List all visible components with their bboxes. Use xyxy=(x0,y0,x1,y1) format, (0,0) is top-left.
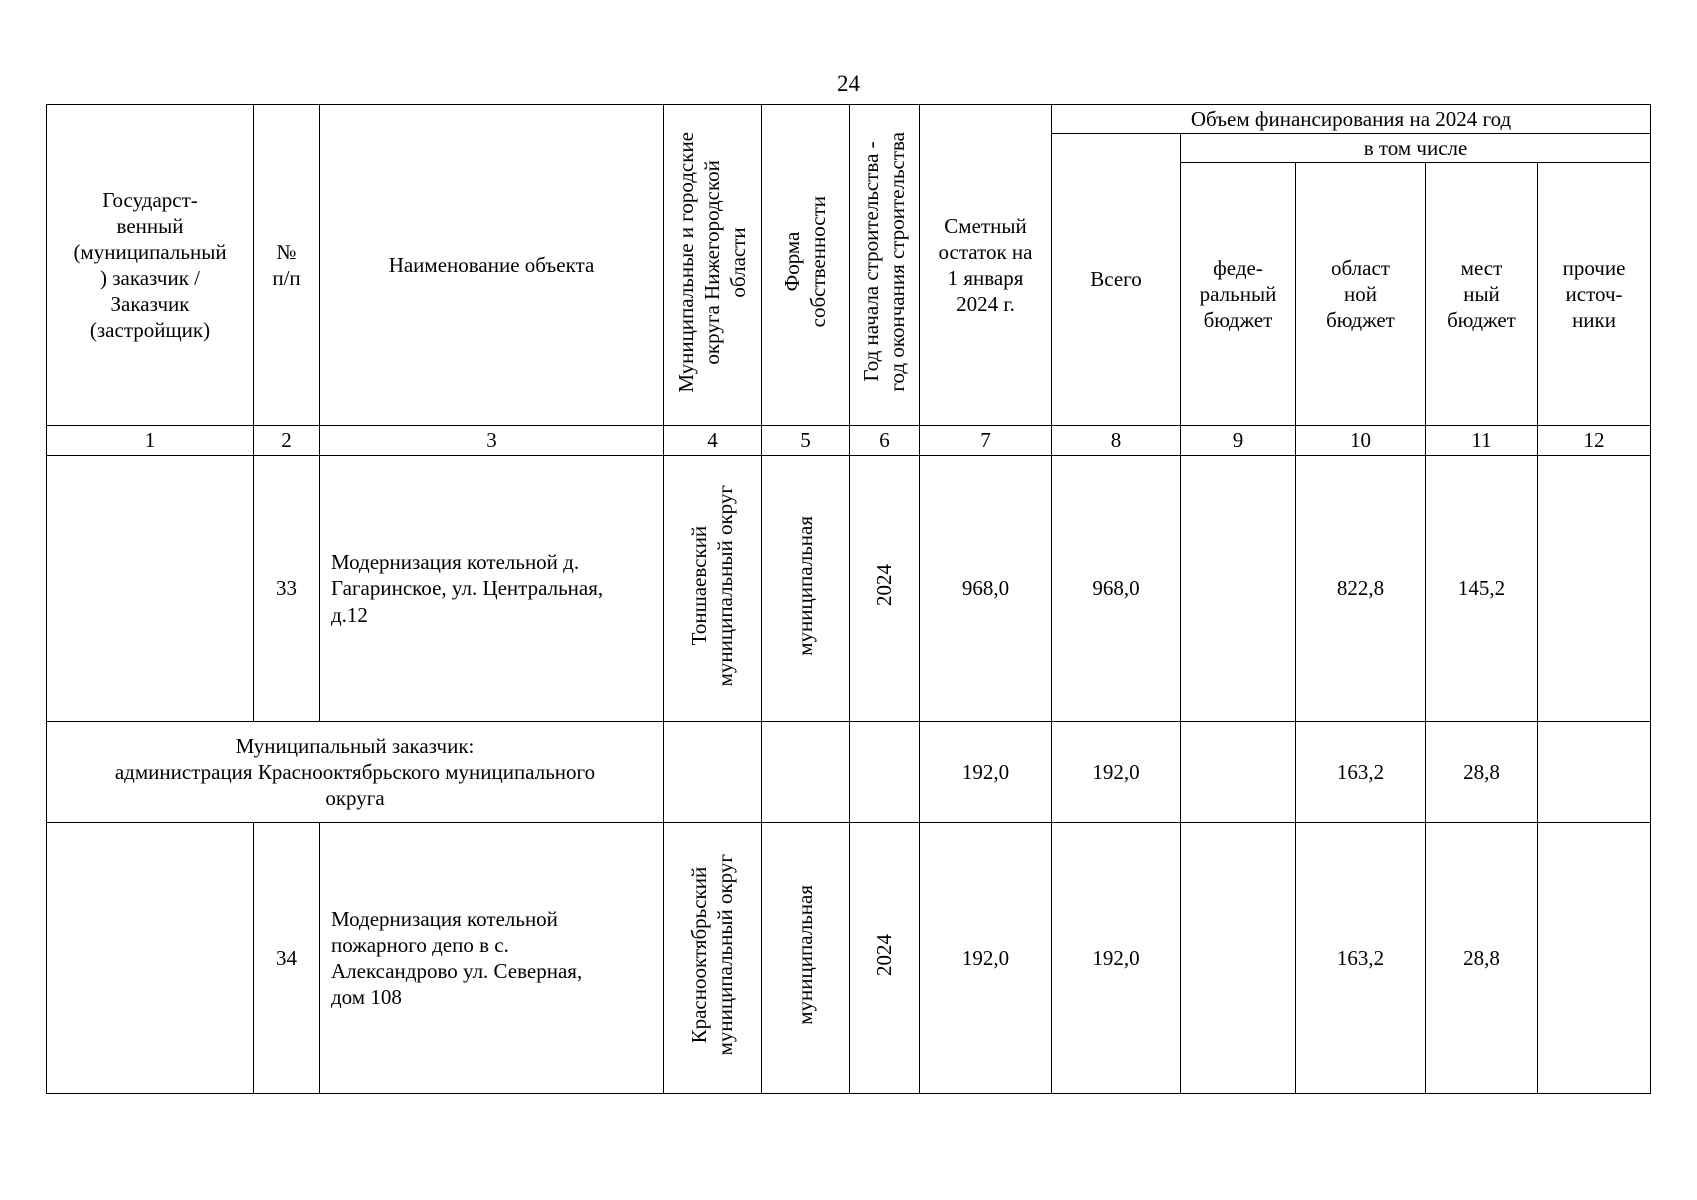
ownership-cell xyxy=(762,456,850,722)
federal-value xyxy=(1181,722,1296,823)
total-value: 192,0 xyxy=(1052,823,1181,1094)
table-row xyxy=(47,823,1651,1094)
column-number: 12 xyxy=(1538,426,1651,456)
column-number: 8 xyxy=(1052,426,1181,456)
regional-value: 822,8 xyxy=(1296,456,1426,722)
column-numbers-row xyxy=(47,426,1651,456)
header-district xyxy=(664,105,762,426)
header-total: Всего xyxy=(1052,134,1181,426)
column-number: 4 xyxy=(664,426,762,456)
column-number: 2 xyxy=(254,426,320,456)
column-number: 11 xyxy=(1426,426,1538,456)
ownership-cell xyxy=(762,722,850,823)
page-number: 24 xyxy=(837,71,860,96)
regional-value: 163,2 xyxy=(1296,823,1426,1094)
district-cell xyxy=(664,456,762,722)
regional-value: 163,2 xyxy=(1296,722,1426,823)
district-cell xyxy=(664,823,762,1094)
column-number: 10 xyxy=(1296,426,1426,456)
total-value: 192,0 xyxy=(1052,722,1181,823)
row-number: 34 xyxy=(254,823,320,1094)
ownership-cell xyxy=(762,823,850,1094)
other-value xyxy=(1538,456,1651,722)
estimate-value: 192,0 xyxy=(920,722,1052,823)
estimate-value: 968,0 xyxy=(920,456,1052,722)
header-ownership xyxy=(762,105,850,426)
header-ownership-text: Форма собственности xyxy=(780,196,831,328)
ownership-text: муниципальная xyxy=(793,515,818,656)
years-text: 2024 xyxy=(872,564,897,607)
years-text: 2024 xyxy=(872,933,897,976)
local-value: 145,2 xyxy=(1426,456,1538,722)
column-number: 6 xyxy=(850,426,920,456)
header-regional: област ной бюджет xyxy=(1296,163,1426,426)
customer-group-row xyxy=(47,722,1651,823)
header-local: мест ный бюджет xyxy=(1426,163,1538,426)
object-name: Модернизация котельной д. Гагаринское, ул. Центральная, д.12 xyxy=(320,456,664,722)
row-number: 33 xyxy=(254,456,320,722)
other-value xyxy=(1538,823,1651,1094)
estimate-value: 192,0 xyxy=(920,823,1052,1094)
years-cell xyxy=(850,456,920,722)
other-value xyxy=(1538,722,1651,823)
table-row xyxy=(47,456,1651,722)
district-cell xyxy=(664,722,762,823)
header-federal: феде- ральный бюджет xyxy=(1181,163,1296,426)
header-object-name: Наименование объекта xyxy=(320,105,664,426)
customer-cell xyxy=(47,456,254,722)
header-number: № п/п xyxy=(254,105,320,426)
years-cell xyxy=(850,722,920,823)
district-text: Тоншаевский муниципальный округ xyxy=(687,484,738,687)
local-value: 28,8 xyxy=(1426,823,1538,1094)
header-customer: Государст- венный (муниципальный ) заказчик / Заказчик (застройщик) xyxy=(47,105,254,426)
federal-value xyxy=(1181,823,1296,1094)
column-number: 9 xyxy=(1181,426,1296,456)
header-years-text: Год начала строительства - год окончания строительства xyxy=(859,132,910,392)
customer-group-label: Муниципальный заказчик: администрация Краснооктябрьского муниципального округа xyxy=(47,722,664,823)
column-number: 3 xyxy=(320,426,664,456)
total-value: 968,0 xyxy=(1052,456,1181,722)
federal-value xyxy=(1181,456,1296,722)
years-cell xyxy=(850,823,920,1094)
header-other: прочие источ- ники xyxy=(1538,163,1651,426)
header-estimate: Сметный остаток на 1 января 2024 г. xyxy=(920,105,1052,426)
column-number: 5 xyxy=(762,426,850,456)
object-name: Модернизация котельной пожарного депо в с. Александрово ул. Северная, дом 108 xyxy=(320,823,664,1094)
district-text: Краснооктябрьский муниципальный округ xyxy=(687,854,738,1056)
header-years xyxy=(850,105,920,426)
header-financing: Объем финансирования на 2024 год xyxy=(1052,105,1651,134)
customer-cell xyxy=(47,823,254,1094)
local-value: 28,8 xyxy=(1426,722,1538,823)
column-number: 1 xyxy=(47,426,254,456)
header-row-top xyxy=(47,105,1651,134)
ownership-text: муниципальная xyxy=(793,885,818,1025)
column-number: 7 xyxy=(920,426,1052,456)
header-district-text: Муниципальные и городские округа Нижегородской области xyxy=(674,131,751,393)
financing-table xyxy=(46,104,1651,1094)
header-including: в том числе xyxy=(1181,134,1651,163)
